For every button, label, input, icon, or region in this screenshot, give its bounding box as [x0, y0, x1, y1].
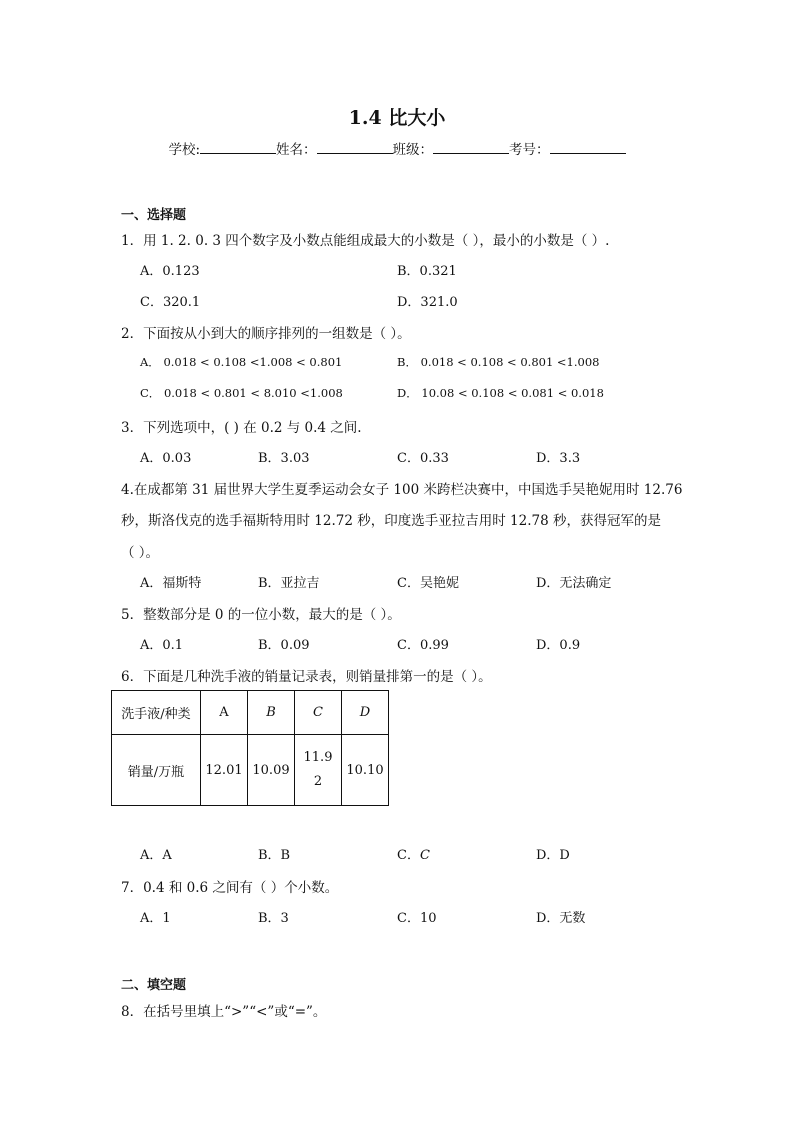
- question-3-stem: 3．下列选项中，( ) 在 0.2 与 0.4 之间.: [121, 420, 362, 436]
- header-b: B: [248, 691, 295, 735]
- value-c-part-1: 11.9: [303, 750, 333, 765]
- table-row: [112, 735, 389, 806]
- q2-option-a[interactable]: A． 0.018 < 0.108 <1.008 < 0.801: [140, 355, 343, 369]
- value-c: [295, 735, 342, 806]
- q1-option-c[interactable]: C．320.1: [140, 295, 201, 310]
- class-blank[interactable]: [433, 141, 509, 154]
- q7-option-c[interactable]: C．10: [397, 911, 437, 926]
- q6-option-d[interactable]: D．D: [536, 848, 570, 863]
- header-c: C: [295, 691, 342, 735]
- q6-option-c-prefix: C．: [397, 848, 420, 863]
- question-2-stem: 2．下面按从小到大的顺序排列的一组数是（ ）。: [121, 326, 411, 342]
- q1-option-b[interactable]: B．0.321: [397, 264, 457, 279]
- name-blank[interactable]: [317, 141, 393, 154]
- q6-option-a[interactable]: A．A: [140, 848, 172, 863]
- q4-option-b[interactable]: B．亚拉吉: [258, 576, 320, 591]
- q3-option-b[interactable]: B．3.03: [258, 451, 310, 466]
- question-4-line-3: （ ）。: [121, 545, 160, 561]
- q4-option-c[interactable]: C．吴艳妮: [397, 576, 459, 591]
- q3-option-c[interactable]: C．0.33: [397, 451, 449, 466]
- q3-option-d[interactable]: D．3.3: [536, 451, 581, 466]
- q4-option-d[interactable]: D．无法确定: [536, 576, 612, 591]
- q5-option-b[interactable]: B．0.09: [258, 638, 310, 653]
- value-a: 12.01: [201, 735, 248, 806]
- school-label: 学校:: [168, 142, 201, 158]
- q5-option-c[interactable]: C．0.99: [397, 638, 449, 653]
- q6-option-c[interactable]: [397, 844, 430, 863]
- student-info-line: [0, 138, 794, 158]
- question-7-stem: 7．0.4 和 0.6 之间有（ ）个小数。: [121, 880, 339, 896]
- q7-option-b[interactable]: B．3: [258, 911, 289, 926]
- question-1-stem: 1．用 1. 2. 0. 3 四个数字及小数点能组成最大的小数是（ ），最小的小数是（ ）.: [121, 233, 610, 249]
- q2-option-b[interactable]: B． 0.018 < 0.108 < 0.801 <1.008: [397, 355, 600, 369]
- question-4-line-2: 秒，斯洛伐克的选手福斯特用时 12.72 秒，印度选手亚拉吉用时 12.78 秒，获得冠军的是: [121, 513, 661, 529]
- q1-option-a[interactable]: A．0.123: [140, 264, 200, 279]
- header-d: D: [342, 691, 389, 735]
- q4-option-a[interactable]: A．福斯特: [140, 576, 202, 591]
- q2-option-d[interactable]: D． 10.08 < 0.108 < 0.081 < 0.018: [397, 386, 604, 400]
- q5-option-a[interactable]: A．0.1: [140, 638, 184, 653]
- sales-table: [111, 690, 389, 806]
- value-d: 10.10: [342, 735, 389, 806]
- section-choice-heading: 一、选择题: [121, 208, 187, 223]
- q5-option-d[interactable]: D．0.9: [536, 638, 581, 653]
- q6-option-b[interactable]: B．B: [258, 848, 291, 863]
- q2-option-c[interactable]: C． 0.018 < 0.801 < 8.010 <1.008: [140, 386, 343, 400]
- question-8-stem: 8．在括号里填上“>”“<”或“=”。: [121, 1004, 327, 1020]
- question-6-stem: 6．下面是几种洗手液的销量记录表，则销量排第一的是（ ）。: [121, 669, 492, 685]
- number-blank[interactable]: [550, 141, 626, 154]
- name-label: 姓名：: [276, 142, 317, 158]
- page-title: 1.4 比大小: [348, 107, 446, 129]
- q3-option-a[interactable]: A．0.03: [140, 451, 192, 466]
- question-4-line-1: 4.在成都第 31 届世界大学生夏季运动会女子 100 米跨栏决赛中，中国选手吴艳妮用时 12.76: [121, 482, 683, 498]
- question-5-stem: 5．整数部分是 0 的一位小数，最大的是（ ）。: [121, 607, 401, 623]
- q7-option-a[interactable]: A．1: [140, 911, 171, 926]
- q1-option-d[interactable]: D．321.0: [397, 295, 458, 310]
- table-row: [112, 691, 389, 735]
- school-blank[interactable]: [200, 141, 276, 154]
- q7-option-d[interactable]: D．无数: [536, 911, 586, 926]
- q6-option-c-letter: C: [419, 848, 430, 863]
- row-label-sales: 销量/万瓶: [112, 735, 201, 806]
- row-label-type: 洗手液/种类: [112, 691, 201, 735]
- section-fill-heading: 二、填空题: [121, 978, 187, 993]
- class-label: 班级：: [392, 142, 434, 158]
- value-c-part-2: 2: [313, 774, 323, 789]
- number-label: 考号：: [509, 142, 550, 158]
- header-a: A: [201, 691, 248, 735]
- value-b: 10.09: [248, 735, 295, 806]
